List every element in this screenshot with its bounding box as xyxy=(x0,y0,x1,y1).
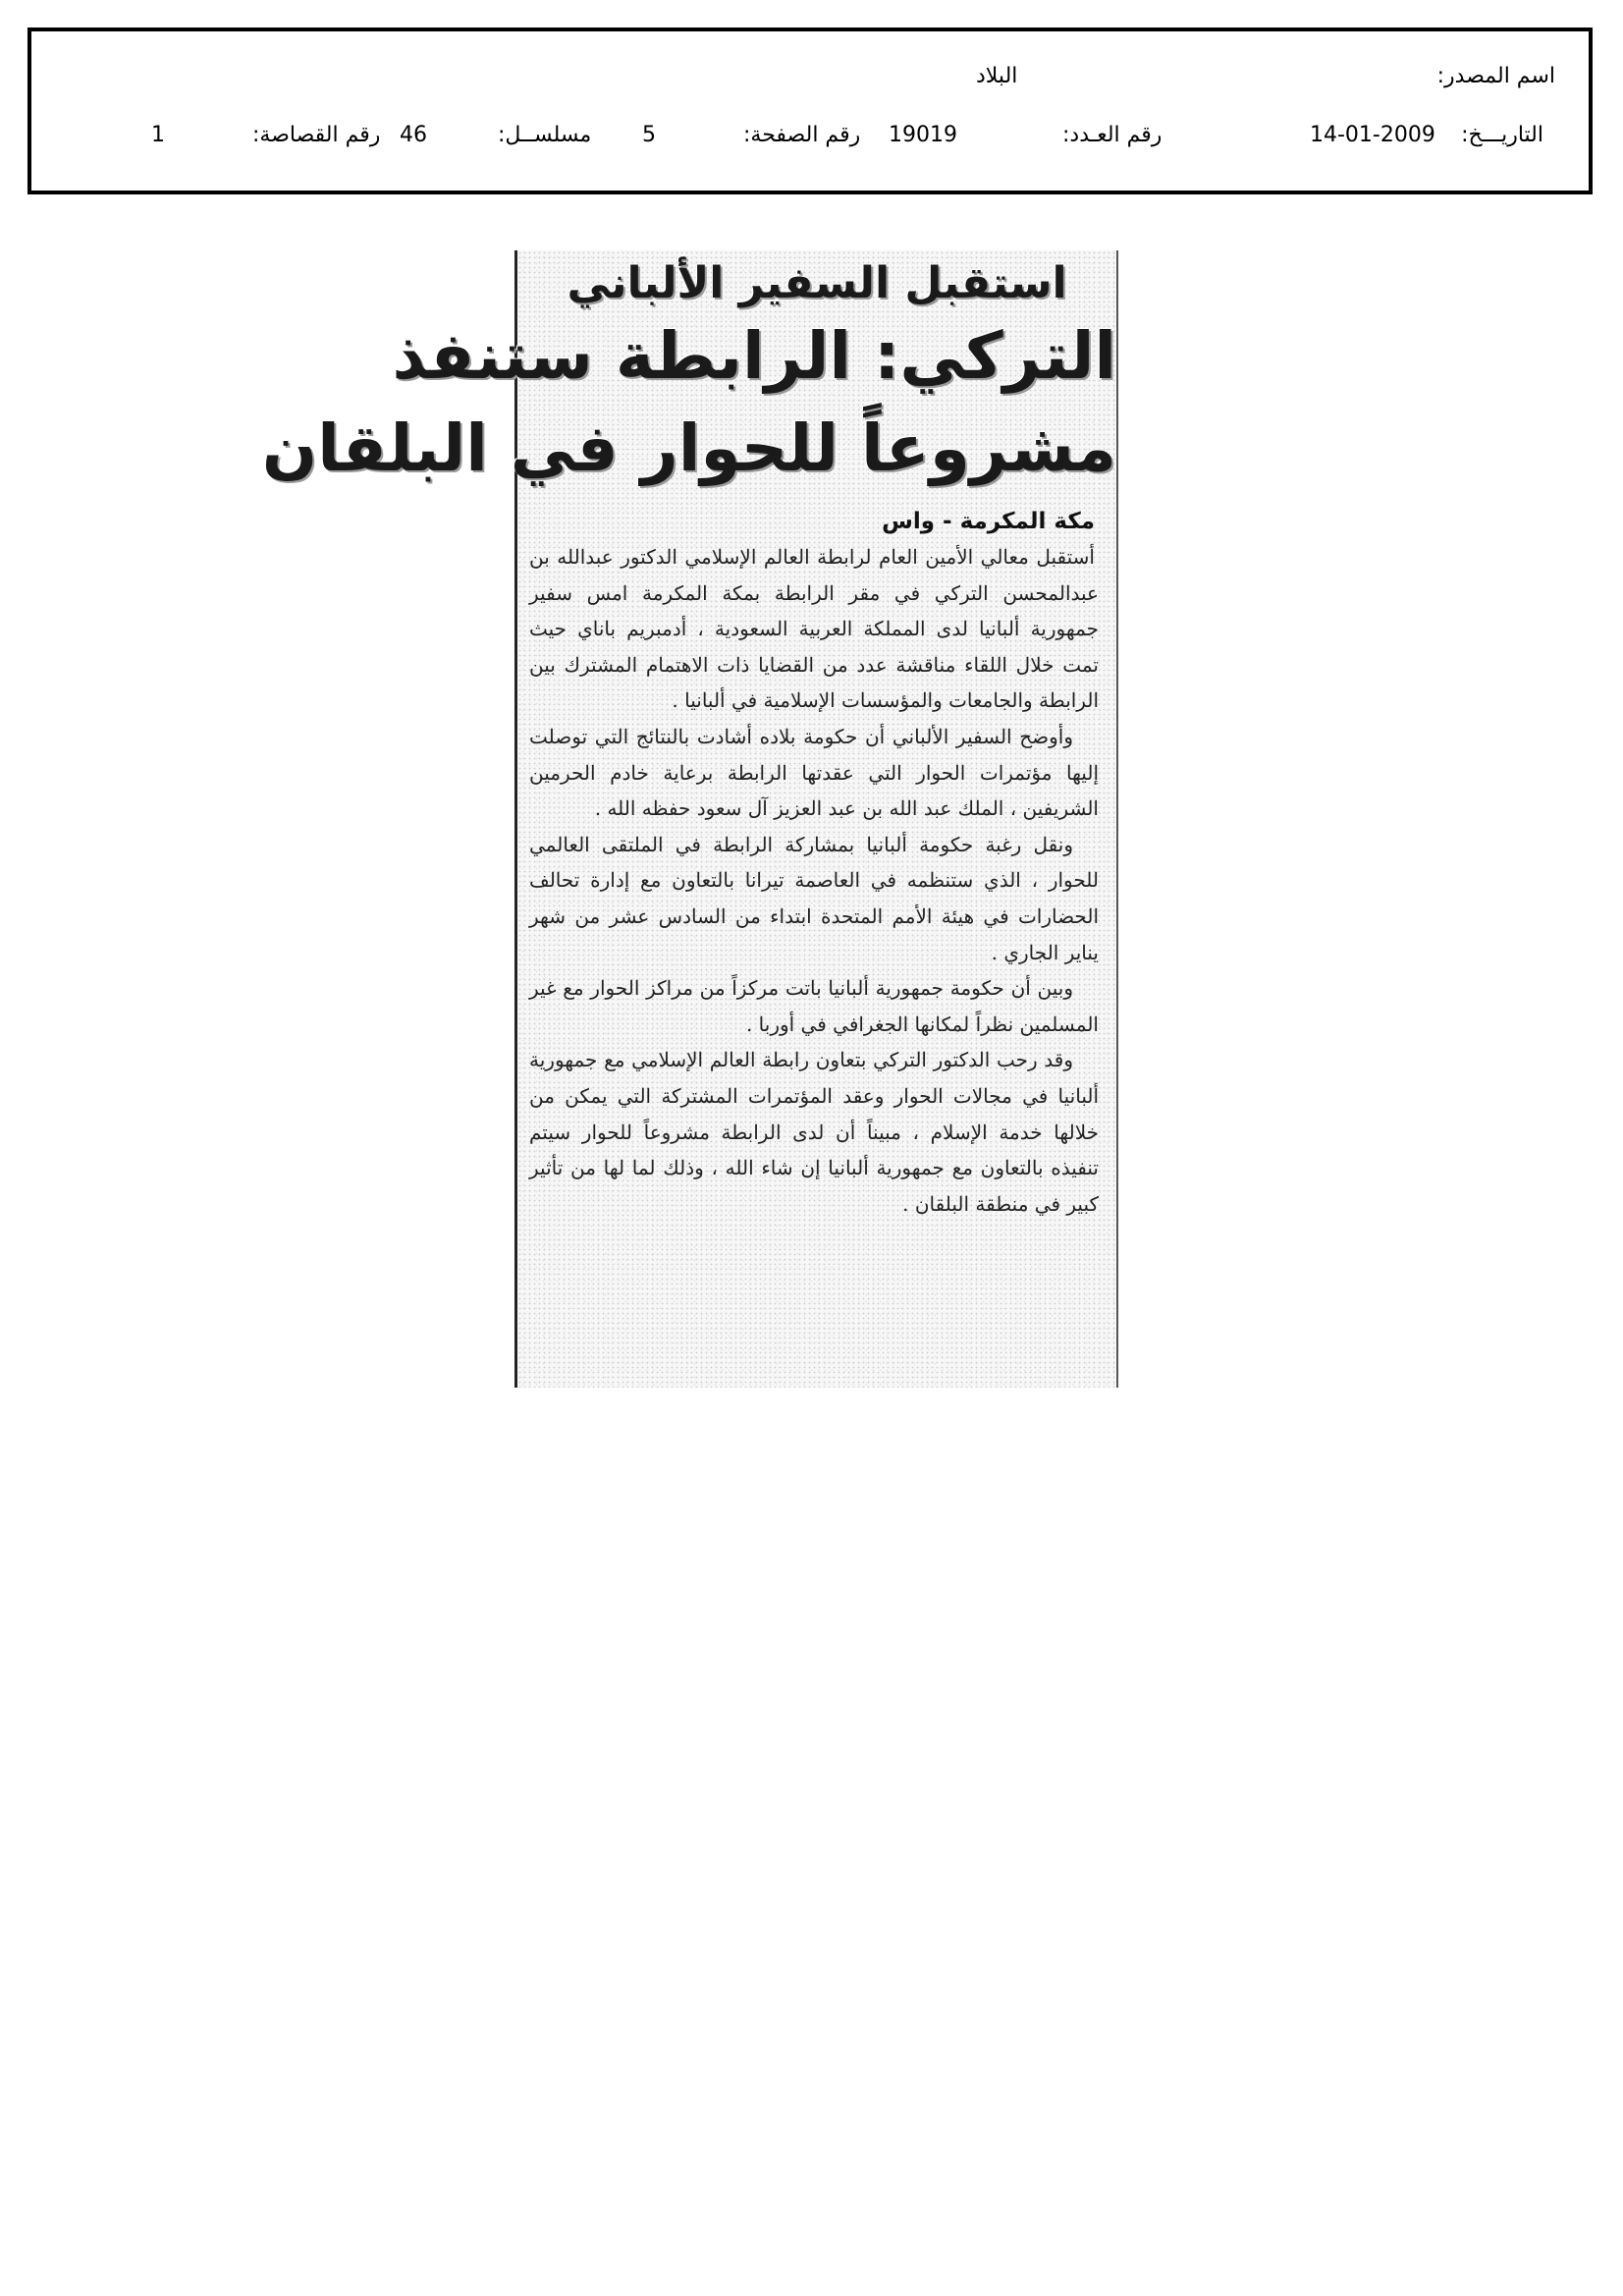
article-dateline: مكة المكرمة - واس xyxy=(882,509,1095,534)
page-number-value: 5 xyxy=(642,123,656,147)
headline-main-line-1: التركي: الرابطة ستنفذ xyxy=(392,318,1116,394)
serial-label: مسلســل: xyxy=(498,123,592,147)
article-paragraph-5: وقد رحب الدكتور التركي بتعاون رابطة العالم الإسلامي مع جمهورية ألبانيا في مجالات الحوار وعقد المؤتمرات المشتركة التي يمكن من خلالها خدمة الإسلام ، مبيناً أن لدى الرابطة مشروعاً للحوار سيتم تنفيذه بالتعاون مع جمهورية ألبانيا إن شاء الله ، وذلك لما لها من تأثير كبير في منطقة البلقان . xyxy=(529,1048,1099,1216)
headline-main-line-2: مشروعاً للحوار في البلقان xyxy=(261,410,1116,486)
article-paragraph-3: ونقل رغبة حكومة ألبانيا بمشاركة الرابطة في الملتقى العالمي للحوار ، الذي ستنظمه في العاصمة تيرانا بالتعاون مع إدارة تحالف الحضارات في هيئة الأمم المتحدة ابتداء من السادس عشر من شهر يناير الجاري . xyxy=(529,832,1099,964)
source-value: البلاد xyxy=(976,64,1018,88)
date-label: التاريـــخ: xyxy=(1461,123,1543,147)
page-number-label: رقم الصفحة: xyxy=(743,123,861,147)
source-label: اسم المصدر: xyxy=(1436,64,1555,88)
article-paragraph-2: وأوضح السفير الألباني أن حكومة بلاده أشادت بالنتائج التي توصلت إليها مؤتمرات الحوار التي عقدتها الرابطة برعاية خادم الحرمين الشريفين ، الملك عبد الله بن عبد العزيز آل سعود حفظه الله . xyxy=(529,724,1099,821)
newspaper-clipping xyxy=(261,250,1118,1388)
headline-kicker: استقبل السفير الألباني xyxy=(567,258,1067,308)
article-paragraph-4: وبين أن حكومة جمهورية ألبانيا باتت مركزاً من مراكز الحوار مع غير المسلمين نظراً لمكانها الجغرافي في أوربا . xyxy=(529,976,1099,1036)
clipping-number-value: 1 xyxy=(151,123,165,147)
issue-number-label: رقم العـدد: xyxy=(1062,123,1163,147)
clipping-metadata-box xyxy=(27,27,1593,194)
date-value: 14-01-2009 xyxy=(1310,123,1435,147)
article-body xyxy=(517,539,1116,1222)
clipping-number-label: رقم القصاصة: xyxy=(252,123,381,147)
issue-number-value: 19019 xyxy=(889,123,957,147)
serial-value: 46 xyxy=(400,123,427,147)
article-paragraph-1: أستقبل معالي الأمين العام لرابطة العالم الإسلامي الدكتور عبدالله بن عبدالمحسن التركي في مقر الرابطة بمكة المكرمة امس سفير جمهورية ألبانيا لدى المملكة العربية السعودية ، أدمبريم باناي حيث تمت خلال اللقاء مناقشة عدد من القضايا ذات الاهتمام المشترك بين الرابطة والجامعات والمؤسسات الإسلامية في ألبانيا . xyxy=(529,545,1099,713)
